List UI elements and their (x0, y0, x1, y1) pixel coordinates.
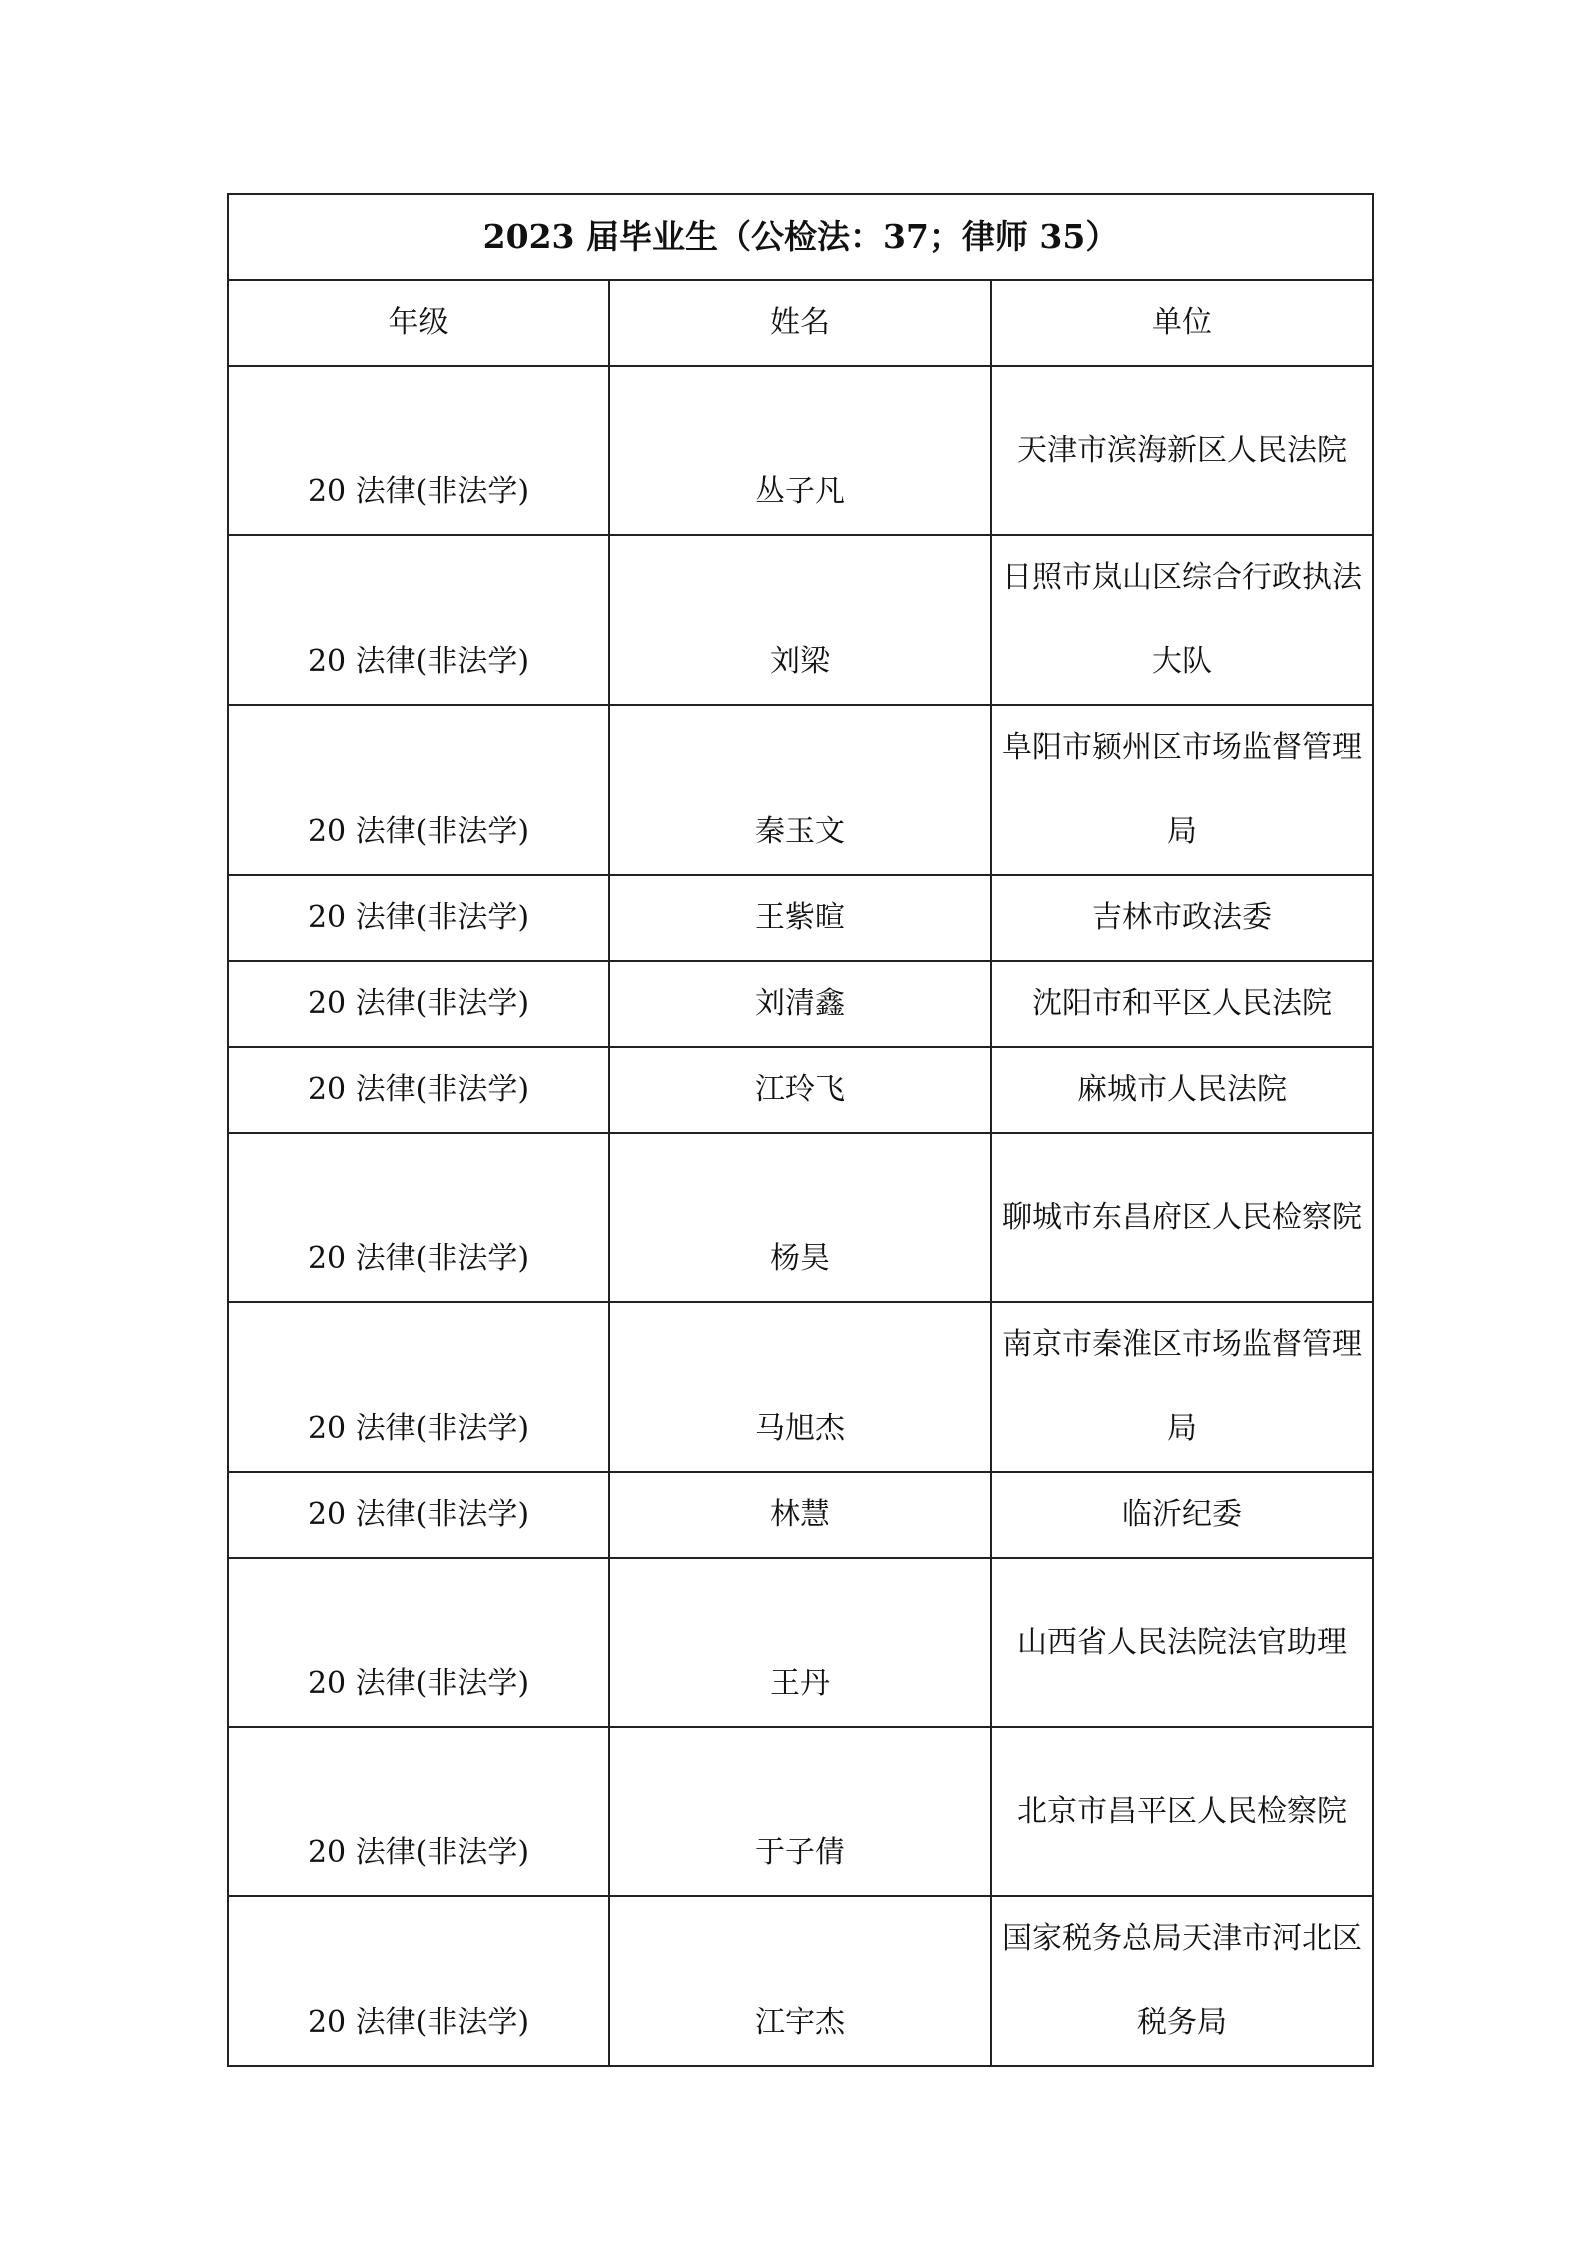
cell-grade: 20 法律(非法学) (228, 875, 609, 961)
cell-name: 秦玉文 (609, 705, 991, 875)
cell-unit: 山西省人民法院法官助理 (991, 1558, 1373, 1727)
cell-unit: 吉林市政法委 (991, 875, 1373, 961)
cell-name: 刘清鑫 (609, 961, 991, 1047)
cell-unit: 天津市滨海新区人民法院 (991, 366, 1373, 535)
cell-name: 江宇杰 (609, 1896, 991, 2066)
cell-grade: 20 法律(非法学) (228, 1047, 609, 1133)
table-row (228, 705, 1373, 875)
cell-grade: 20 法律(非法学) (228, 705, 609, 875)
table-row (228, 1727, 1373, 1896)
cell-name: 于子倩 (609, 1727, 991, 1896)
cell-name: 林慧 (609, 1472, 991, 1558)
table-row (228, 535, 1373, 705)
header-row (228, 280, 1373, 366)
cell-grade: 20 法律(非法学) (228, 1472, 609, 1558)
title-row (228, 194, 1373, 280)
header-grade: 年级 (228, 280, 609, 366)
cell-unit: 南京市秦淮区市场监督管理局 (991, 1302, 1373, 1472)
table-row (228, 961, 1373, 1047)
cell-name: 丛子凡 (609, 366, 991, 535)
table-row (228, 1047, 1373, 1133)
table-row (228, 366, 1373, 535)
cell-name: 刘梁 (609, 535, 991, 705)
cell-unit: 阜阳市颍州区市场监督管理局 (991, 705, 1373, 875)
table-row (228, 1896, 1373, 2066)
header-name: 姓名 (609, 280, 991, 366)
cell-grade: 20 法律(非法学) (228, 535, 609, 705)
cell-unit: 聊城市东昌府区人民检察院 (991, 1133, 1373, 1302)
cell-unit: 麻城市人民法院 (991, 1047, 1373, 1133)
cell-grade: 20 法律(非法学) (228, 366, 609, 535)
cell-unit: 临沂纪委 (991, 1472, 1373, 1558)
cell-grade: 20 法律(非法学) (228, 961, 609, 1047)
cell-grade: 20 法律(非法学) (228, 1133, 609, 1302)
cell-unit: 北京市昌平区人民检察院 (991, 1727, 1373, 1896)
table-row (228, 1302, 1373, 1472)
cell-name: 江玲飞 (609, 1047, 991, 1133)
table-row (228, 1558, 1373, 1727)
cell-grade: 20 法律(非法学) (228, 1896, 609, 2066)
table-row (228, 1472, 1373, 1558)
cell-name: 王丹 (609, 1558, 991, 1727)
table-row (228, 875, 1373, 961)
graduates-table-container (227, 193, 1372, 2067)
cell-name: 王紫暄 (609, 875, 991, 961)
table-row (228, 1133, 1373, 1302)
cell-unit: 沈阳市和平区人民法院 (991, 961, 1373, 1047)
cell-grade: 20 法律(非法学) (228, 1558, 609, 1727)
cell-name: 马旭杰 (609, 1302, 991, 1472)
cell-name: 杨昊 (609, 1133, 991, 1302)
header-unit: 单位 (991, 280, 1373, 366)
graduates-table (227, 193, 1374, 2067)
cell-grade: 20 法律(非法学) (228, 1302, 609, 1472)
cell-grade: 20 法律(非法学) (228, 1727, 609, 1896)
table-title: 2023 届毕业生（公检法：37；律师 35） (228, 194, 1373, 280)
cell-unit: 日照市岚山区综合行政执法大队 (991, 535, 1373, 705)
cell-unit: 国家税务总局天津市河北区税务局 (991, 1896, 1373, 2066)
